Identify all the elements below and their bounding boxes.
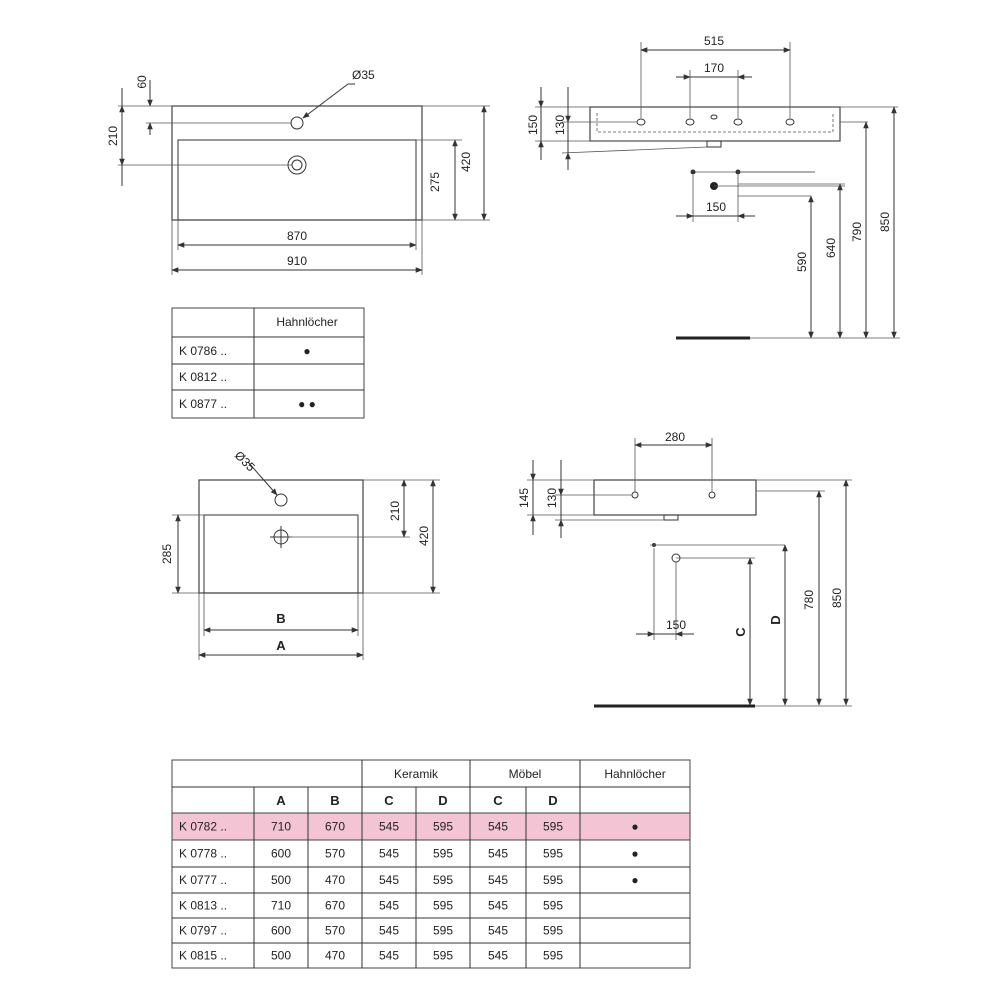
- row-model: K 0815 ..: [179, 948, 228, 963]
- small-table-holes: ● ●: [298, 397, 316, 411]
- top-plan-view: [106, 68, 490, 275]
- row-value: 570: [324, 846, 346, 861]
- drain-outlet: [707, 141, 721, 147]
- dim-60: 60: [135, 75, 149, 89]
- bottom-side-view: [517, 430, 852, 706]
- row-value: 545: [487, 923, 509, 938]
- dim-850: 850: [878, 211, 892, 233]
- row-value: 470: [324, 948, 346, 963]
- row-value: 595: [542, 819, 564, 834]
- row-value: 545: [487, 898, 509, 913]
- hole-diameter-label: Ø35: [352, 68, 375, 82]
- dim-A: A: [276, 638, 286, 653]
- row-value: 595: [542, 873, 564, 887]
- dim-145: 145: [517, 487, 531, 509]
- top-side-view: [526, 34, 900, 338]
- dim-210: 210: [388, 500, 402, 522]
- dimension-table: [172, 760, 690, 968]
- dim-285: 285: [160, 543, 174, 565]
- row-value: 595: [542, 898, 564, 913]
- dim-420: 420: [459, 151, 473, 173]
- dim-850: 850: [830, 587, 844, 609]
- row-model: K 0777 ..: [179, 873, 228, 887]
- header-keramik: Keramik: [393, 767, 439, 781]
- col-header-A: A: [276, 793, 286, 808]
- row-value: 545: [378, 948, 400, 963]
- drain-outlet: [664, 515, 678, 520]
- row-holes: ●: [631, 819, 639, 834]
- bottom-plan-view: [160, 448, 440, 660]
- row-value: 595: [432, 923, 454, 938]
- dim-210: 210: [106, 125, 120, 147]
- row-value: 600: [270, 923, 292, 938]
- row-value: 500: [270, 873, 292, 887]
- dim-130: 130: [545, 487, 559, 509]
- dim-150-connections: 150: [705, 200, 727, 214]
- header-moebel: Möbel: [508, 767, 542, 781]
- small-table-header: Hahnlöcher: [276, 315, 338, 329]
- dim-275: 275: [428, 171, 442, 193]
- row-value: 600: [270, 846, 292, 861]
- row-model: K 0813 ..: [179, 898, 228, 913]
- row-holes: ●: [631, 873, 639, 887]
- dim-170: 170: [703, 61, 725, 75]
- dim-640: 640: [824, 237, 838, 259]
- row-value: 710: [270, 819, 292, 834]
- col-header-B: B: [330, 793, 340, 808]
- col-header-D-moebel: D: [548, 793, 558, 808]
- dim-910: 910: [286, 254, 308, 268]
- row-value: 545: [487, 846, 509, 861]
- row-value: 595: [432, 819, 454, 834]
- small-table-model: K 0812 ..: [179, 370, 228, 384]
- row-value: 545: [378, 873, 400, 887]
- row-value: 595: [542, 846, 564, 861]
- row-model: K 0778 ..: [179, 846, 228, 861]
- col-header-C-keramik: C: [384, 793, 394, 808]
- highlighted-row: [172, 813, 690, 840]
- dim-420: 420: [417, 525, 431, 547]
- dim-150: 150: [665, 618, 687, 632]
- row-value: 670: [324, 898, 346, 913]
- row-value: 545: [487, 948, 509, 963]
- small-table-model: K 0877 ..: [179, 397, 228, 411]
- row-value: 670: [324, 819, 346, 834]
- row-model: K 0797 ..: [179, 923, 228, 938]
- row-value: 500: [270, 948, 292, 963]
- small-table: [172, 308, 364, 418]
- dim-790: 790: [850, 221, 864, 243]
- basin-front-outline: [590, 107, 840, 141]
- dim-150-height: 150: [526, 114, 540, 136]
- small-table-holes: ●: [303, 344, 311, 358]
- row-value: 595: [542, 923, 564, 938]
- row-value: 595: [432, 898, 454, 913]
- row-value: 545: [378, 898, 400, 913]
- header-hahnloecher: Hahnlöcher: [604, 767, 666, 781]
- dim-130: 130: [553, 114, 567, 136]
- dim-C: C: [733, 627, 748, 637]
- row-value: 545: [487, 873, 509, 887]
- row-model: K 0782 ..: [179, 819, 228, 834]
- row-value: 470: [324, 873, 346, 887]
- hole-diameter-label: Ø35: [231, 448, 258, 475]
- water-connection-icon: [691, 170, 696, 175]
- row-value: 595: [432, 948, 454, 963]
- row-holes: ●: [631, 846, 639, 861]
- dim-590: 590: [795, 251, 809, 273]
- small-table-model: K 0786 ..: [179, 344, 228, 358]
- basin-front-outline: [594, 480, 756, 515]
- row-value: 545: [487, 819, 509, 834]
- row-value: 545: [378, 819, 400, 834]
- col-header-D-keramik: D: [438, 793, 448, 808]
- col-header-C-moebel: C: [493, 793, 503, 808]
- dim-280: 280: [664, 430, 686, 444]
- dim-870: 870: [286, 229, 308, 243]
- row-value: 570: [324, 923, 346, 938]
- dim-B: B: [276, 611, 286, 626]
- row-value: 595: [432, 873, 454, 887]
- dim-515: 515: [703, 34, 725, 48]
- dim-780: 780: [802, 589, 816, 611]
- row-value: 595: [542, 948, 564, 963]
- row-value: 545: [378, 923, 400, 938]
- row-value: 595: [432, 846, 454, 861]
- row-value: 710: [270, 898, 292, 913]
- dim-D: D: [768, 615, 783, 625]
- row-value: 545: [378, 846, 400, 861]
